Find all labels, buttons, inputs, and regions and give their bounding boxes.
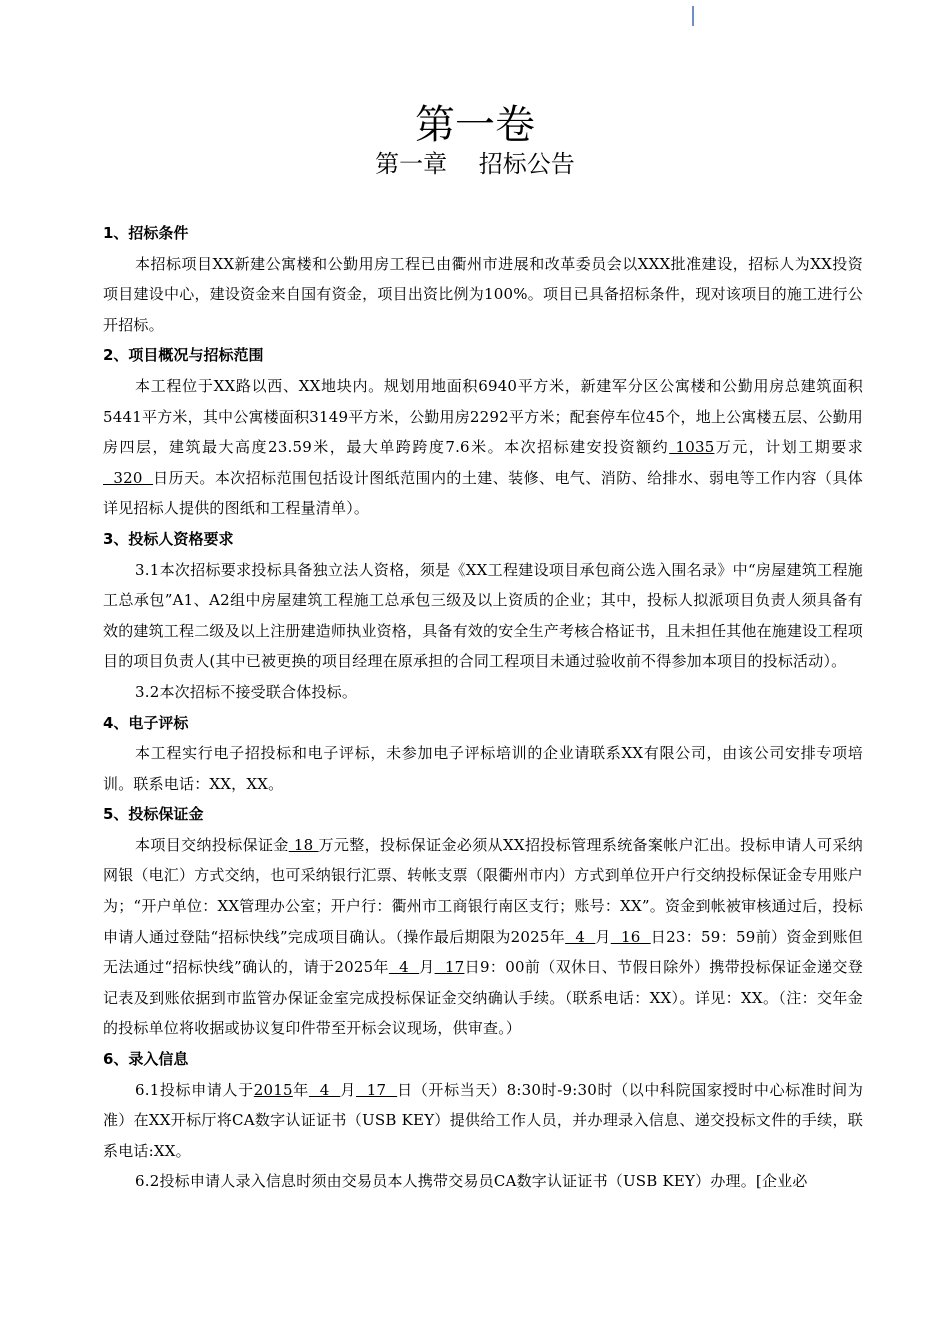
underlined-value: 17 bbox=[355, 1080, 398, 1099]
paragraph-text: 6.2投标申请人录入信息时须由交易员本人携带交易员CA数字认证证书（USB KEY）办理。[企业必 bbox=[135, 1172, 808, 1191]
underlined-value: 4 bbox=[308, 1080, 341, 1099]
underlined-value: 1035 bbox=[669, 438, 715, 457]
body-paragraph bbox=[103, 830, 863, 1044]
body-paragraph bbox=[103, 371, 863, 524]
paragraph-text: 年 bbox=[292, 1080, 309, 1099]
body-paragraph bbox=[103, 1166, 863, 1197]
section-heading: 6、录入信息 bbox=[103, 1050, 189, 1069]
chapter-title: 第一章 招标公告 bbox=[375, 150, 575, 178]
paragraph-text: 万元，计划工期要求 bbox=[714, 438, 863, 457]
paragraph-text: 本项目交纳投标保证金 bbox=[135, 835, 289, 854]
body-paragraph bbox=[103, 555, 863, 677]
section-heading: 5、投标保证金 bbox=[103, 805, 204, 824]
underlined-value: 2015 bbox=[253, 1080, 293, 1099]
underlined-value: 320 bbox=[103, 468, 154, 487]
text-cursor-mark bbox=[692, 6, 694, 26]
section-heading: 3、投标人资格要求 bbox=[103, 529, 234, 548]
paragraph-text: 月 bbox=[595, 927, 611, 946]
paragraph-text: 6.1投标申请人于 bbox=[135, 1080, 254, 1099]
underlined-value: 4 bbox=[388, 958, 420, 977]
section-heading: 4、电子评标 bbox=[103, 713, 189, 732]
body-paragraph bbox=[103, 249, 863, 341]
paragraph-text: 日9：00前（双休日、节假日除外）携带投标保证金递交登记表及到账依据到市监管办保证金室完成投标保证金交纳确认手续。（联系电话：XX）。详见：XX。（注：交年金的投标单位将收据或协议复印件带至开标会议现场，供审查。） bbox=[103, 958, 863, 1038]
underlined-value: 16 bbox=[610, 927, 651, 946]
section-heading: 2、项目概况与招标范围 bbox=[103, 346, 264, 365]
volume-title: 第一卷 bbox=[415, 102, 535, 148]
paragraph-text: 3.2本次招标不接受联合体投标。 bbox=[135, 682, 358, 701]
paragraph-text: 3.1本次招标要求投标具备独立法人资格，须是《XX工程建设项目承包商公选入围名录》中“房屋建筑工程施工总承包”A1、A2组中房屋建筑工程施工总承包三级及以上资质的企业；其中，投标人拟派项目负责人须具备有效的建筑工程二级及以上注册建造师执业资格，具备有效的安全生产考核合格证书，且未担任其他在施建设工程项目的项目负责人(其中已被更换的项目经理在原承担的合同工程项目未通过验收前不得参加本项目的投标活动）。 bbox=[103, 560, 864, 671]
underlined-value: 4 bbox=[565, 927, 596, 946]
paragraph-text: 月 bbox=[340, 1080, 356, 1099]
section-heading: 1、招标条件 bbox=[103, 224, 189, 242]
paragraph-text: 万元整，投标保证金必须从XX招投标管理系统备案帐户汇出。投标申请人可采纳网银（电汇）方式交纳，也可采纳银行汇票、转帐支票（限衢州市内）方式到单位开户行交纳投标保证金专用账户为；“开户单位：XX管理办公室；开户行：衢州市工商银行南区支行；账号：XX”。资金到帐被审核通过后，投标申请人通过登陆“招标快线”完成项目确认。（操作最后期限为2025年 bbox=[103, 835, 864, 946]
body-paragraph bbox=[103, 1075, 863, 1167]
paragraph-text: 日历天。本次招标范围包括设计图纸范围内的土建、装修、电气、消防、给排水、弱电等工作内容（具体详见招标人提供的图纸和工程量清单）。 bbox=[103, 468, 863, 518]
paragraph-text: 日（开标当天）8:30时-9:30时（以中科院国家授时中心标准时间为准）在XX开标厅将CA数字认证证书（USB KEY）提供给工作人员，并办理录入信息、递交投标文件的手续，联系电话:XX。 bbox=[103, 1080, 864, 1160]
underlined-value: 18 bbox=[288, 835, 319, 854]
paragraph-text: 月 bbox=[419, 958, 435, 977]
paragraph-text: 日23：59：59前）资金到账但无法通过“招标快线”确认的，请于2025年 bbox=[103, 927, 863, 977]
paragraph-text: 本工程实行电子招投标和电子评标，未参加电子评标培训的企业请联系XX有限公司，由该公司安排专项培训。联系电话：XX，XX。 bbox=[103, 744, 863, 793]
document-body bbox=[103, 218, 863, 1197]
underlined-value: 17 bbox=[434, 958, 465, 977]
paragraph-text: 本招标项目XX新建公寓楼和公勤用房工程已由衢州市进展和改革委员会以XXX批准建设，招标人为XX投资项目建设中心，建设资金来自国有资金，项目出资比例为100%。项目已具备招标条件，现对该项目的施工进行公开招标。 bbox=[103, 254, 863, 334]
body-paragraph bbox=[103, 677, 863, 708]
body-paragraph bbox=[103, 738, 863, 799]
paragraph-text: 本工程位于XX路以西、XX地块内。规划用地面积6940平方米，新建军分区公寓楼和公勤用房总建筑面积5441平方米，其中公寓楼面积3149平方米，公勤用房2292平方米；配套停车位45个，地上公寓楼五层、公勤用房四层，建筑最大高度23.59米，最大单跨跨度7.6米。本次招标建安投资额约 bbox=[103, 376, 863, 457]
